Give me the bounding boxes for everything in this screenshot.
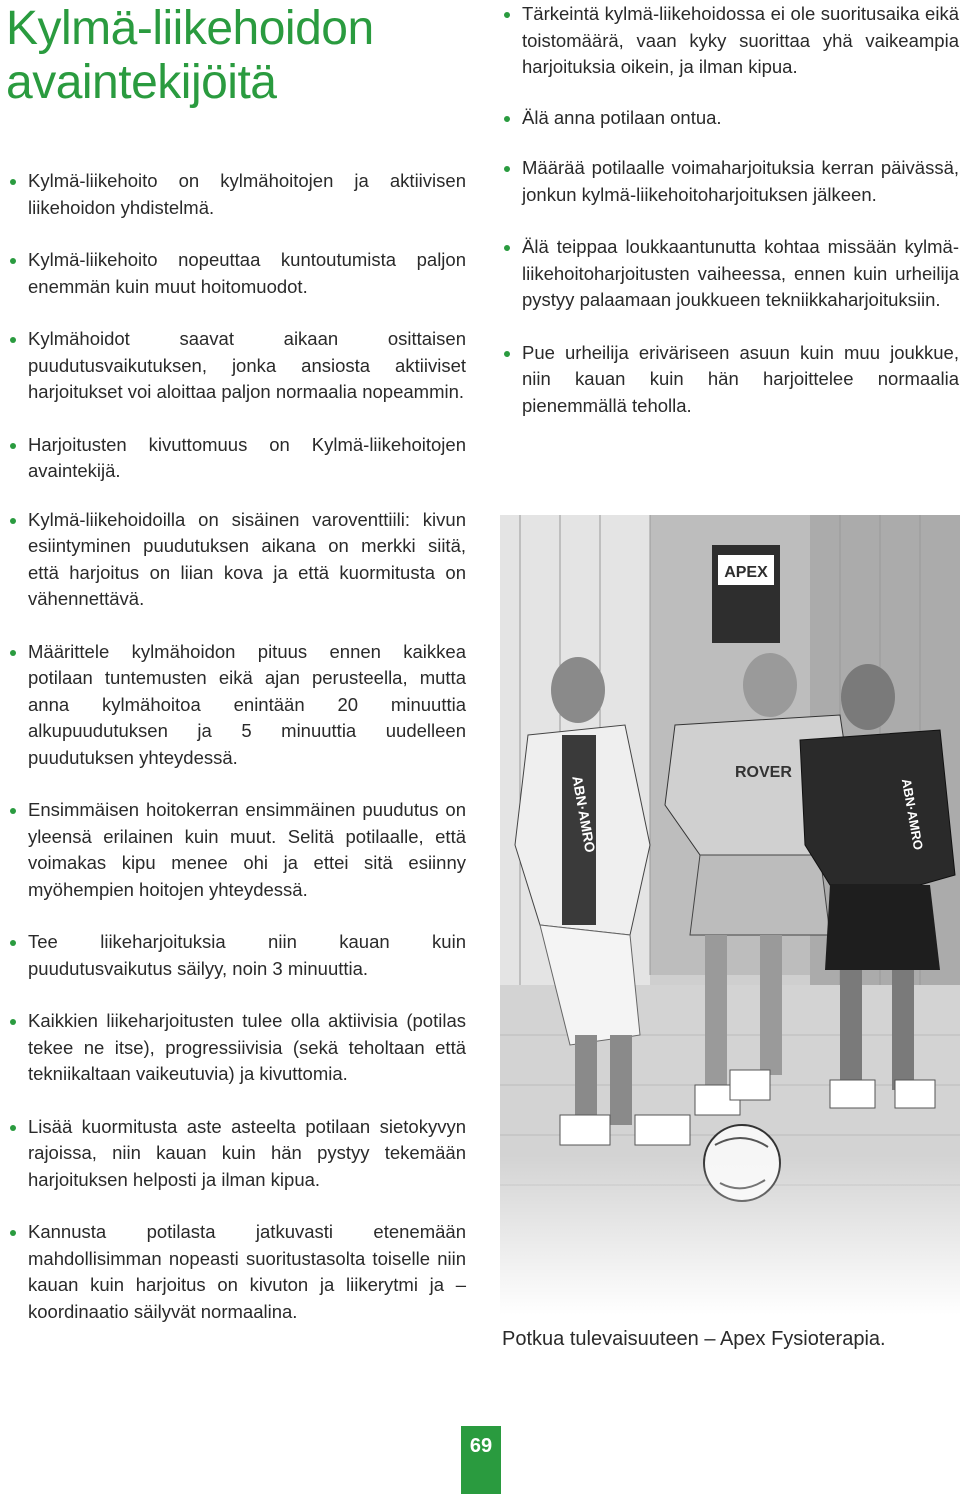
list-item: Kannusta potilasta jatkuvasti etenemään mahdollisimman nopeasti suoritustasolta toiselle niin kauan kuin harjoitus on kivuton ja liikerytmi ja –koordinaatio säilyvät normaalina. [8,1219,466,1325]
player-right-leg-1 [840,970,862,1090]
player-left-head [551,657,605,723]
photo-illustration [500,515,960,1315]
player-center-leg-2 [760,935,782,1075]
list-item: Älä anna potilaan ontua. [502,105,959,132]
bullet-icon [504,245,510,251]
apex-sign-text: APEX [724,564,768,581]
player-right-leg-2 [892,970,914,1090]
bullet-icon [10,1125,16,1131]
list-item: Määrittele kylmähoidon pituus ennen kaikkea potilaan tuntemusten eikä ajan perusteella, mutta anna kylmähoitoa enintään 20 minuuttia alkupuudutuksen ja 5 minuuttia uudelleen puudutuksen yhteydessä. [8,639,466,772]
page-title [6,2,374,110]
player-right-shoe-1 [830,1080,875,1108]
bullet-icon [10,1019,16,1025]
bullet-icon [10,179,16,185]
list-item: Pue urheilija eriväriseen asuun kuin muu joukkue, niin kauan kuin hän harjoittelee normaalia pienemmällä teholla. [502,340,959,420]
photo-fade [500,1155,960,1315]
list-item: Lisää kuormitusta aste asteelta potilaan sietokyvyn rajoissa, niin kauan kuin hän pystyy tekemään harjoituksen helposti ja ilman kipua. [8,1114,466,1194]
player-left-shirt-text: ABN·AMRO [569,774,599,854]
list-item: Kylmä-liikehoidoilla on sisäinen varoventtiili: kivun esiintyminen puudutuksen aikana on merkki siitä, että harjoitus on liian kova ja että kuormitusta on vähennettävä. [8,507,466,613]
list-item: Ensimmäisen hoitokerran ensimmäinen puudutus on yleensä erilainen kuin muut. Selitä potilaalle, että voimakas kipu menee ohi ja ettei sitä esiinny myöhempien hoitojen yhteydessä. [8,797,466,903]
bullet-icon [10,518,16,524]
bullet-icon [504,12,510,18]
bullet-icon [10,808,16,814]
player-right-shorts [825,885,940,970]
player-right-shirt-text: ABN·AMRO [898,777,927,852]
bullet-icon [10,940,16,946]
player-left-shoe-1 [560,1115,610,1145]
player-center-shirt-text: ROVER [735,764,792,781]
bullet-icon [10,443,16,449]
title-line-1: Kylmä-liikehoidon [6,2,374,55]
list-item: Älä teippaa loukkaantunutta kohtaa missään kylmä-liikehoitoharjoitusten vaiheessa, ennen kuin urheilija pystyy palaamaan joukkueen tekniikkaharjoituksiin. [502,234,959,314]
photo-caption: Potkua tulevaisuuteen – Apex Fysioterapia. [502,1328,886,1350]
title-line-2: avaintekijöitä [6,56,277,109]
player-right-shirt [800,730,955,885]
list-item: Kylmä-liikehoito on kylmähoitojen ja aktiivisen liikehoidon yhdistelmä. [8,168,466,221]
player-left-shoe-2 [635,1115,690,1145]
left-bullet-list [8,168,466,1351]
player-left-leg-1 [575,1035,597,1125]
bullet-icon [10,1230,16,1236]
bullet-icon [10,258,16,264]
team-photo [500,515,960,1315]
bullet-icon [10,650,16,656]
list-item: Kylmähoidot saavat aikaan osittaisen puudutusvaikutuksen, jonka ansiosta aktiiviset harjoitukset voi aloittaa paljon normaalia nopeammin. [8,326,466,406]
page-number: 69 [461,1426,501,1494]
bullet-icon [504,116,510,122]
player-center-leg-1 [705,935,727,1095]
bullet-icon [10,337,16,343]
player-center-head [743,653,797,717]
player-left-leg-2 [610,1035,632,1125]
player-right-head [841,664,895,730]
player-center-shorts [690,855,830,935]
bullet-icon [504,351,510,357]
list-item: Harjoitusten kivuttomuus on Kylmä-liikehoitojen avaintekijä. [8,432,466,485]
list-item: Kaikkien liikeharjoitusten tulee olla aktiivisia (potilas tekee ne itse), progressiivisia (sekä teholtaan että tekniikaltaan vaikeutuvia) ja kivuttomia. [8,1008,466,1088]
list-item: Kylmä-liikehoito nopeuttaa kuntoutumista paljon enemmän kuin muut hoitomuodot. [8,247,466,300]
player-right-shoe-2 [895,1080,935,1108]
right-bullet-list [502,1,959,445]
bullet-icon [504,166,510,172]
list-item: Määrää potilaalle voimaharjoituksia kerran päivässä, jonkun kylmä-liikehoitoharjoituksen jälkeen. [502,155,959,208]
player-center-shoe-2 [730,1070,770,1100]
list-item: Tee liikeharjoituksia niin kauan kuin puudutusvaikutus säilyy, noin 3 minuuttia. [8,929,466,982]
list-item: Tärkeintä kylmä-liikehoidossa ei ole suoritusaika eikä toistomäärä, vaan kyky suorittaa yhä vaikeampia harjoituksia oikein, ja ilman kipua. [502,1,959,81]
